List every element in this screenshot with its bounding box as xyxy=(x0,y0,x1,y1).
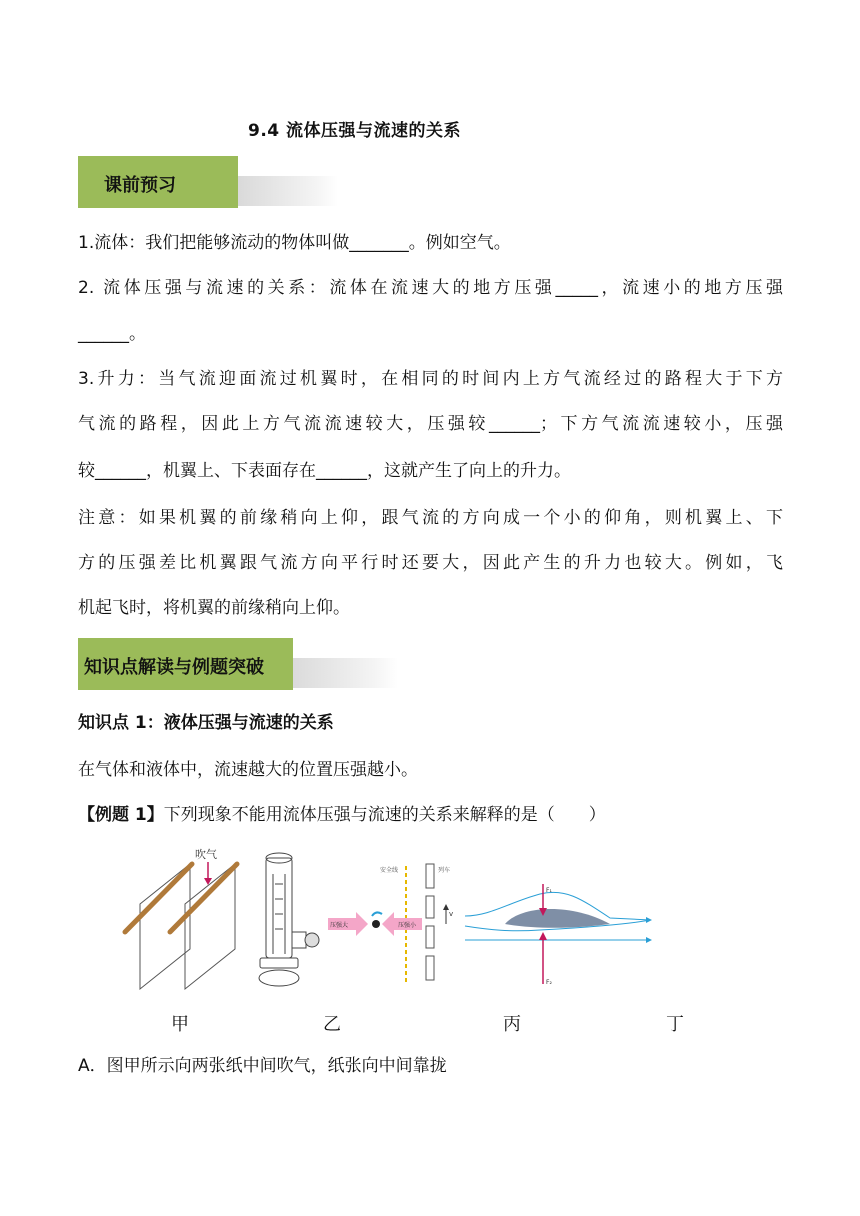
knowledge-point-title: 知识点 1：液体压强与流速的关系 xyxy=(78,713,334,733)
apparatus-diagram xyxy=(259,853,319,986)
section-title-knowledge: 知识点解读与例题突破 xyxy=(84,657,264,678)
note-line2: 方的压强差比机翼跟气流方向平行时还要大，因此产生的升力也较大。例如，飞 xyxy=(78,553,783,573)
low-pressure-label: 压强小 xyxy=(398,922,417,929)
caption-jia: 甲 xyxy=(171,1014,189,1035)
caption-yi: 乙 xyxy=(323,1014,341,1035)
preview-item-3-line1: 3.升力：当气流迎面流过机翼时，在相同的时间内上方气流经过的路程大于下方 xyxy=(78,369,783,389)
velocity-label: v xyxy=(449,910,454,918)
option-a: A．图甲所示向两张纸中间吹气，纸张向中间靠拢 xyxy=(78,1056,447,1076)
knowledge-point-text: 在气体和液体中，流速越大的位置压强越小。 xyxy=(78,760,418,780)
preview-item-1: 1.流体：我们把能够流动的物体叫做_______。例如空气。 xyxy=(78,233,511,253)
example-question xyxy=(78,804,783,826)
train-diagram xyxy=(328,864,453,984)
preview-item-3-line3: 较______，机翼上、下表面存在______，这就产生了向上的升力。 xyxy=(78,461,571,481)
airfoil-diagram xyxy=(465,884,652,986)
example-tag: 【例题 1】 xyxy=(78,805,164,825)
safety-line-label: 安全线 xyxy=(380,867,399,874)
section-banner-preview xyxy=(78,156,268,208)
blow-label: 吹气 xyxy=(195,848,217,861)
preview-item-2-line1: 2. 流体压强与流速的关系：流体在流速大的地方压强_____，流速小的地方压强 xyxy=(78,278,783,298)
section-banner-knowledge xyxy=(78,638,328,690)
force-f2-label: F₂ xyxy=(546,979,552,986)
section-title-preview: 课前预习 xyxy=(104,175,176,196)
preview-item-3-line2: 气流的路程，因此上方气流流速较大，压强较______；下方气流流速较小，压强 xyxy=(78,414,783,434)
example-figure xyxy=(110,844,670,994)
caption-bing: 丙 xyxy=(503,1014,521,1035)
preview-item-2-line2: ______。 xyxy=(78,324,146,344)
train-label: 列车 xyxy=(438,867,451,874)
paper-sheets-diagram xyxy=(125,847,237,989)
caption-ding: 丁 xyxy=(666,1014,684,1035)
page-title: 9.4 流体压强与流速的关系 xyxy=(248,121,462,141)
note-line3: 机起飞时，将机翼的前缘稍向上仰。 xyxy=(78,598,350,618)
note-line1: 注意：如果机翼的前缘稍向上仰，跟气流的方向成一个小的仰角，则机翼上、下 xyxy=(78,508,783,528)
example-text: 下列现象不能用流体压强与流速的关系来解释的是（ ） xyxy=(163,805,606,825)
high-pressure-label: 压强大 xyxy=(330,922,349,929)
force-f1-label: F₁ xyxy=(546,887,552,894)
